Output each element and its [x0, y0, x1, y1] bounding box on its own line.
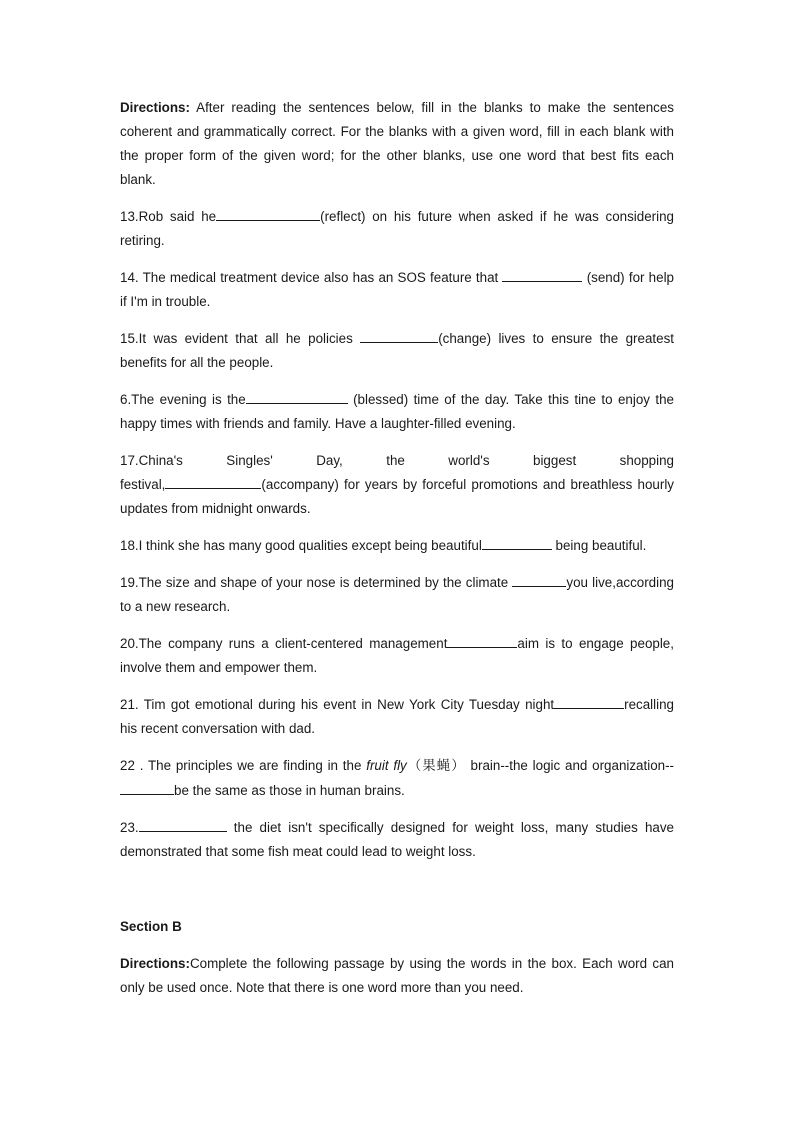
question-23 [120, 816, 674, 864]
question-16-blank[interactable] [246, 388, 348, 404]
section-b-heading: Section B [120, 919, 182, 934]
question-20-text-after: aim is to engage people, involve them and empower them. [120, 636, 674, 675]
question-22-blank[interactable] [120, 779, 174, 795]
question-13-text-after: (reflect) on his future when asked if he was considering retiring. [120, 209, 674, 248]
question-18-blank[interactable] [482, 534, 552, 550]
question-15-text-after: (change) lives to ensure the greatest benefits for all the people. [120, 331, 674, 370]
question-21 [120, 693, 674, 741]
question-13-text-before: 13.Rob said he [120, 209, 217, 224]
question-13-blank[interactable] [216, 205, 320, 221]
question-21-blank[interactable] [554, 693, 624, 709]
question-15-blank[interactable] [360, 327, 438, 343]
question-15 [120, 327, 674, 375]
question-23-text-after: the diet isn't specifically designed for weight loss, many studies have demonstrated that some fish meat could lead to weight loss. [120, 820, 674, 859]
question-22-chinese-gloss: （果蝇） [406, 759, 466, 774]
question-18 [120, 534, 674, 558]
question-19 [120, 571, 674, 619]
question-22-text-middle: brain--the logic and organization-- [465, 758, 675, 773]
question-20-text-before: 20.The company runs a client-centered management [120, 636, 448, 651]
document-page [120, 96, 674, 1013]
question-16 [120, 388, 674, 436]
directions-label: Directions: [120, 100, 190, 115]
section-spacer [120, 877, 674, 915]
question-20 [120, 632, 674, 680]
question-14 [120, 266, 674, 314]
question-23-blank[interactable] [139, 816, 227, 832]
question-19-blank[interactable] [512, 571, 566, 587]
section-b-directions-label: Directions: [120, 956, 190, 971]
question-15-text-before: 15.It was evident that all he policies [120, 331, 361, 346]
question-17-line1-wrap [120, 449, 674, 473]
question-22-italic-term: fruit fly [366, 758, 407, 773]
question-18-text-before: 18.I think she has many good qualities except being beautiful [120, 538, 482, 553]
question-20-blank[interactable] [447, 632, 517, 648]
section-b-directions-text: Complete the following passage by using the words in the box. Each word can only be used once. Note that there is one word more than you need. [120, 956, 674, 995]
question-17-text-before: festival, [120, 477, 166, 492]
directions-section-a [120, 96, 674, 192]
question-21-text-before: 21. Tim got emotional during his event in New York City Tuesday night [120, 697, 555, 712]
question-17 [120, 449, 674, 521]
directions-text: After reading the sentences below, fill in the blanks to make the sentences coherent and grammatically correct. For the blanks with a given word, fill in each blank with the proper form of the given word; for the other blanks, use one word that best fits each blank. [120, 100, 674, 187]
question-19-text-before: 19.The size and shape of your nose is determined by the climate [120, 575, 513, 590]
question-14-text-after: (send) for help if I'm in trouble. [120, 270, 675, 309]
question-17-text-after: (accompany) for years by forceful promotions and breathless hourly updates from midnight onwards. [120, 477, 674, 516]
directions-section-b [120, 952, 674, 1000]
question-22-text-after: be the same as those in human brains. [174, 783, 405, 798]
question-19-text-after: you live,according to a new research. [120, 575, 675, 614]
question-22-text-before: 22 . The principles we are finding in the [120, 758, 367, 773]
question-13 [120, 205, 674, 253]
question-17-blank[interactable] [165, 473, 261, 489]
question-22 [120, 754, 674, 803]
question-16-text-before: 6.The evening is the [120, 392, 246, 407]
question-23-text-before: 23. [120, 820, 139, 835]
question-18-text-after: being beautiful. [551, 538, 647, 553]
question-17-text-line1: 17.China's Singles' Day, the world's biggest shopping [120, 453, 674, 468]
question-21-text-after: recalling his recent conversation with dad. [120, 697, 674, 736]
question-14-text-before: 14. The medical treatment device also has an SOS feature that [120, 270, 503, 285]
question-14-blank[interactable] [502, 266, 582, 282]
question-16-text-after: (blessed) time of the day. Take this tine to enjoy the happy times with friends and family. Have a laughter-filled evening. [120, 392, 674, 431]
